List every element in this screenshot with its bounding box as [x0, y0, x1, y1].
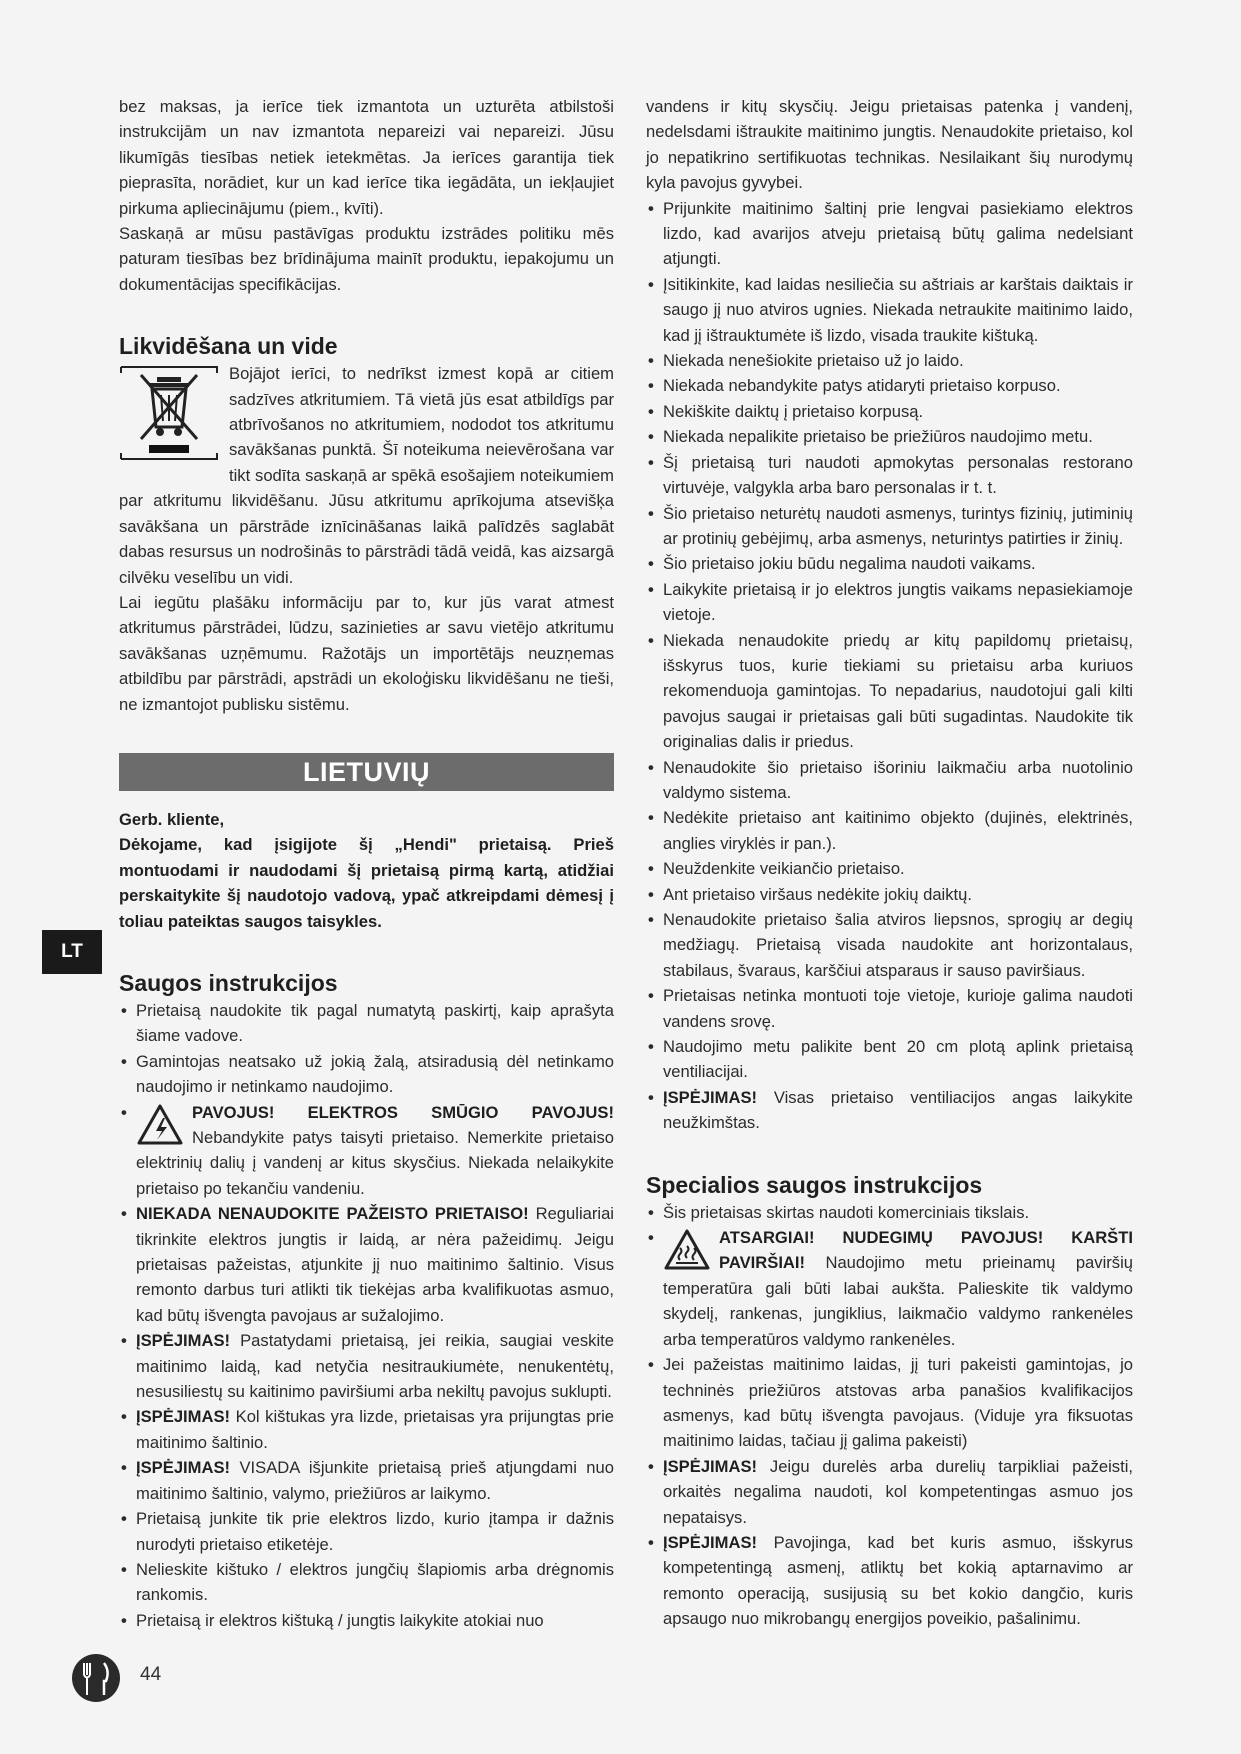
- list-item: • Nekiškite daiktų į prietaiso korpusą.: [646, 399, 1133, 424]
- special-safety-list: [646, 1200, 1133, 1632]
- list-item: • Prijunkite maitinimo šaltinį prie lengvai pasiekiamo elektros lizdo, kad avarijos atveju prietaisą būtų galima nedelsiant atjungti.: [646, 196, 1133, 272]
- policy-text: Saskaņā ar mūsu pastāvīgas produktu izstrādes politiku mēs paturam tiesības bez brīdinājuma mainīt produktu, iepakojumu un dokumentācijas specifikācijas.: [119, 224, 614, 294]
- list-item: • Nenaudokite šio prietaiso išoriniu laikmačiu arba nuotolinio valdymo sistema.: [646, 755, 1133, 806]
- list-item: • Laikykite prietaisą ir jo elektros jungtis vaikams nepasiekiamoje vietoje.: [646, 577, 1133, 628]
- list-item: • Prietaisą junkite tik prie elektros lizdo, kurio įtampa ir dažnis nurodyti prietaiso etiketėje.: [119, 1506, 614, 1557]
- hot-surface-warning-icon: [663, 1228, 711, 1272]
- list-item: • Ant prietaiso viršaus nedėkite jokių daiktų.: [646, 882, 1133, 907]
- list-item: • ATSARGIAI! NUDEGIMŲ PAVOJUS! KARŠTI PAVIRŠIAI! Naudojimo metu prieinamų paviršių temperatūra gali būti labai aukšta. Palieskite tik valdymo skydelį, rankenas, jungiklius, laikmačio valdymo rankenėles arba temperatūros valdymo rankenėles.: [646, 1225, 1133, 1352]
- list-item: • ĮSPĖJIMAS! Visas prietaiso ventiliacijos angas laikykite neužkimštas.: [646, 1085, 1133, 1136]
- disposal-section: [119, 361, 614, 590]
- disposal-text: Bojājot ierīci, to nedrīkst izmest kopā ar citiem sadzīves atkritumiem. Tā vietā jūs esat atbildīgs par atbrīvošanos no atkritumiem, nododot tos atkritumu savākšanas punktā. Šī noteikuma neievērošana var tikt sodīta saskaņā ar spēkā esošajiem noteikumiem par atkritumu likvidēšanu. Jūsu atkritumu aprīkojuma atsevišķa savākšana un pārstrāde iznīcināšanas laikā palīdzēs saglabāt dabas resursus un nodrošinās to pārstrādi tādā veidā, kas aizsargā cilvēku veselību un vidi.: [119, 364, 614, 587]
- right-column: [646, 94, 1133, 1632]
- list-item: • Įsitikinkite, kad laidas nesiliečia su aštriais ar karštais daiktais ir saugo jį nuo atviros ugnies. Niekada netraukite maitinimo laido, kad jį ištrauktumėte iš lizdo, visada traukite kištuką.: [646, 272, 1133, 348]
- safety-heading: Saugos instrukcijos: [119, 969, 338, 996]
- list-item: • ĮSPĖJIMAS! Kol kištukas yra lizde, prietaisas yra prijungtas prie maitinimo šaltinio.: [119, 1404, 614, 1455]
- list-item: • Nenaudokite prietaiso šalia atviros liepsnos, sprogių ar degių medžiagų. Prietaisą visada naudokite ant horizontalaus, stabilaus, švaraus, karščiui atsparaus ir sauso paviršiaus.: [646, 907, 1133, 983]
- list-item: • Šis prietaisas skirtas naudoti komerciniais tikslais.: [646, 1200, 1133, 1225]
- list-item: • Prietaisą naudokite tik pagal numatytą paskirtį, kaip aprašyta šiame vadove.: [119, 998, 614, 1049]
- special-safety-heading: Specialios saugos instrukcijos: [646, 1171, 983, 1198]
- greeting: Gerb. kliente,: [119, 809, 225, 829]
- list-item: • NIEKADA NENAUDOKITE PAŽEISTO PRIETAISO! Reguliariai tikrinkite elektros jungtis ir laidą, ar nėra pažeidimų. Jeigu prietaisas pažeistas, atjunkite jį nuo maitinimo šaltinio. Visus remonto darbus turi atlikti tik tiekėjas arba kvalifikuotas asmuo, kad būtų išvengta pavojaus ar sužalojimo.: [119, 1201, 614, 1328]
- disposal-heading: Likvidēšana un vide: [119, 333, 338, 360]
- list-item: • Šio prietaiso neturėtų naudoti asmenys, turintys fizinių, jutiminių ar protinių gebėjimų, arba asmenys, neturintys patirties ir žinių.: [646, 501, 1133, 552]
- list-item: • Prietaisą ir elektros kištuką / jungtis laikykite atokiai nuo: [119, 1608, 614, 1633]
- language-side-tab: LT: [42, 930, 102, 974]
- list-item: • Jei pažeistas maitinimo laidas, jį turi pakeisti gamintojas, jo techninės priežiūros atstovas arba panašios kvalifikacijos asmenys, kad būtų išvengta pavojaus. (Viduje yra fiksuotas maitinimo laidas, tačiau jį galima pakeisti): [646, 1352, 1133, 1454]
- list-item: • Šio prietaiso jokiu būdu negalima naudoti vaikams.: [646, 551, 1133, 576]
- list-item: • PAVOJUS! ELEKTROS SMŪGIO PAVOJUS! Nebandykite patys taisyti prietaiso. Nemerkite prietaiso elektrinių dalių į vandenį ar kitus skysčius. Niekada nelaikykite prietaiso po tekančiu vandeniu.: [119, 1100, 614, 1202]
- list-item: • Prietaisas netinka montuoti toje vietoje, kurioje galima naudoti vandens srovę.: [646, 983, 1133, 1034]
- safety-list-continued: [646, 196, 1133, 1136]
- left-column: [119, 94, 614, 1633]
- list-item: • Gamintojas neatsako už jokią žalą, atsiradusią dėl netinkamo naudojimo ir netinkamo naudojimo.: [119, 1049, 614, 1100]
- list-item: • Niekada nebandykite patys atidaryti prietaiso korpuso.: [646, 373, 1133, 398]
- list-item: • Nelieskite kištuko / elektros jungčių šlapiomis arba drėgnomis rankomis.: [119, 1557, 614, 1608]
- list-item: • Šį prietaisą turi naudoti apmokytas personalas restorano virtuvėje, valgykla arba baro personalas ir t. t.: [646, 450, 1133, 501]
- list-item: • ĮSPĖJIMAS! Jeigu durelės arba durelių tarpikliai pažeisti, orkaitės negalima naudoti, kol kompetentingas asmuo jos nepataisys.: [646, 1454, 1133, 1530]
- list-item: • ĮSPĖJIMAS! VISADA išjunkite prietaisą prieš atjungdami nuo maitinimo šaltinio, valymo, priežiūros ar laikymo.: [119, 1455, 614, 1506]
- cutlery-logo-icon: [71, 1653, 121, 1703]
- warranty-text: bez maksas, ja ierīce tiek izmantota un uzturēta atbilstoši instrukcijām un nav izmantota nepareizi vai nepareizi. Jūsu likumīgās tiesības netiek ietekmētas. Ja ierīces garantija tiek pieprasīta, norādiet, kur un kad ierīce tika iegādāta, un iekļaujiet pirkuma apliecinājumu (piem., kvīti).: [119, 97, 614, 218]
- disposal-text-2: Lai iegūtu plašāku informāciju par to, kur jūs varat atmest atkritumus pārstrādei, lūdzu, sazinieties ar savu vietējo atkritumu savākšanas uzņēmumu. Ražotājs un importētājs neuzņemas atbildību par pārstrādi, apstrādi un ekoloģisku likvidēšanu ne tieši, ne izmantojot publisku sistēmu.: [119, 592, 614, 714]
- weee-bin-icon: [119, 365, 219, 461]
- list-item: • Naudojimo metu palikite bent 20 cm plotą aplink prietaisą ventiliacijai.: [646, 1034, 1133, 1085]
- intro-text: Dėkojame, kad įsigijote šį „Hendi" prietaisą. Prieš montuodami ir naudodami šį prietaisą pirmą kartą, atidžiai perskaitykite šį naudotojo vadovą, ypač atkreipdami dėmesį į toliau pateiktas saugos taisykles.: [119, 835, 614, 931]
- language-banner: LIETUVIŲ: [119, 753, 614, 791]
- list-item: • Nedėkite prietaiso ant kaitinimo objekto (dujinės, elektrinės, anglies viryklės ir pan.).: [646, 805, 1133, 856]
- list-item: • Niekada nepalikite prietaiso be priežiūros naudojimo metu.: [646, 424, 1133, 449]
- electric-shock-warning-icon: [136, 1103, 184, 1147]
- list-item: • Niekada nenešiokite prietaiso už jo laido.: [646, 348, 1133, 373]
- list-item: • Neuždenkite veikiančio prietaiso.: [646, 856, 1133, 881]
- continuation-text: vandens ir kitų skysčių. Jeigu prietaisas patenka į vandenį, nedelsdami ištraukite maitinimo jungtis. Nenaudokite prietaiso, kol jo nepatikrino sertifikuotas technikas. Nesilaikant šių nurodymų kyla pavojus gyvybei.: [646, 97, 1133, 193]
- page-number: 44: [140, 1664, 162, 1685]
- safety-list: [119, 998, 614, 1633]
- list-item: • Niekada nenaudokite priedų ar kitų papildomų prietaisų, išskyrus tuos, kurie tiekiami su prietaisu arba kuriuos rekomenduoja gamintojas. To nepadarius, naudotojui gali kilti pavojus saugai ir prietaisas gali būti sugadintas. Naudokite tik originalias dalis ir priedus.: [646, 628, 1133, 755]
- list-item: • ĮSPĖJIMAS! Pastatydami prietaisą, jei reikia, saugiai veskite maitinimo laidą, kad netyčia nesitraukiumėte, nenukentėtų, nesusiliestų su kaitinimo paviršiumi arba nekiltų pavojus suklupti.: [119, 1328, 614, 1404]
- list-item: • ĮSPĖJIMAS! Pavojinga, kad bet kuris asmuo, išskyrus kompetentingą asmenį, atliktų bet kokią aptarnavimo ar remonto operaciją, susijusią su bet kokio dangčio, kuris apsaugo nuo mikrobangų energijos poveikio, pašalinimu.: [646, 1530, 1133, 1632]
